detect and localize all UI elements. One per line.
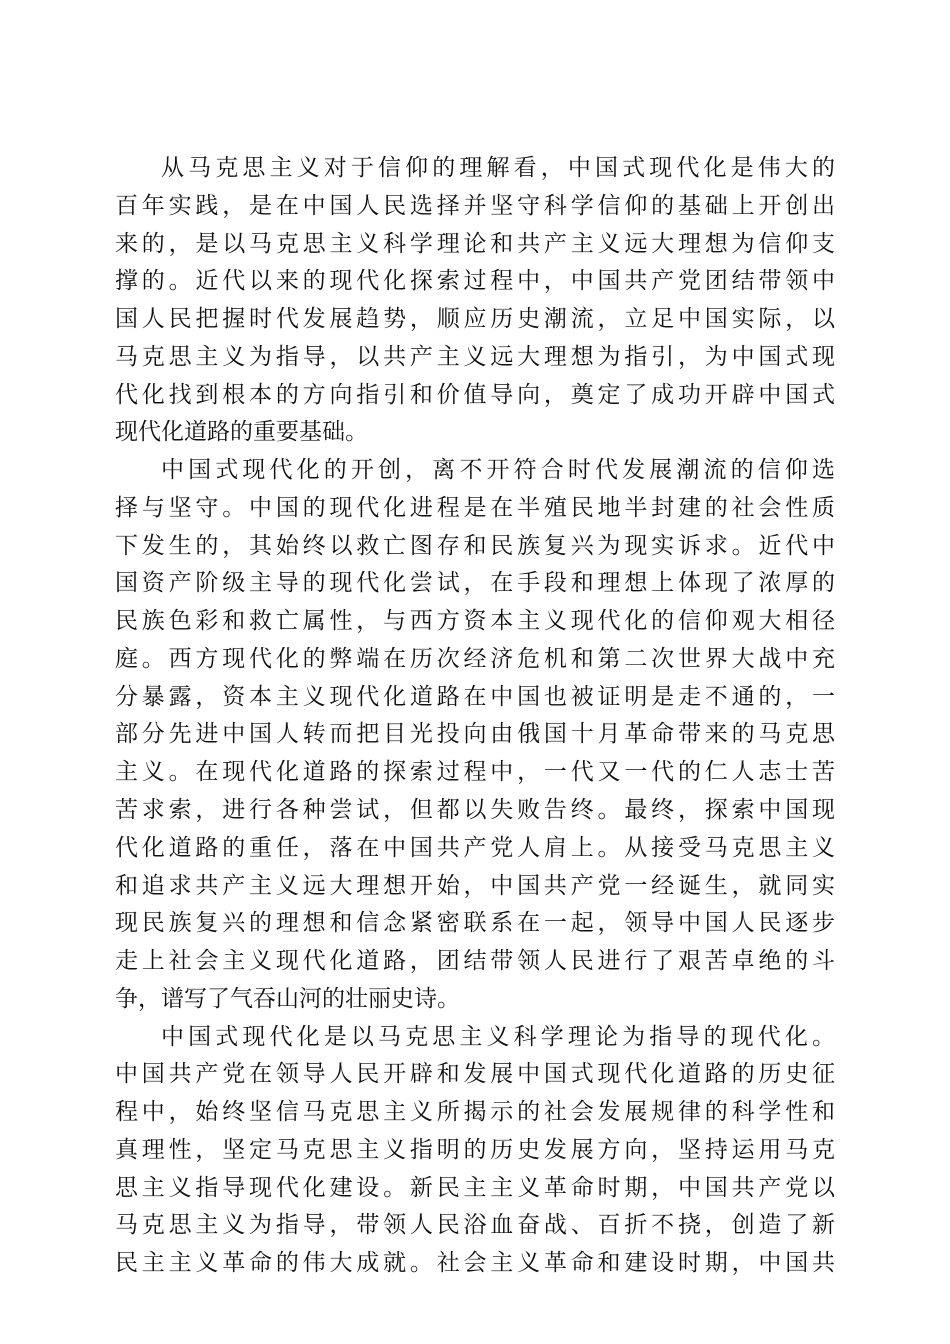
text-line: 现民族复兴的理想和信念紧密联系在一起，领导中国人民逐步 bbox=[115, 910, 835, 937]
text-line: 百年实践，是在中国人民选择并坚守科学信仰的基础上开创出 bbox=[115, 192, 835, 219]
text-line: 代化道路的重任，落在中国共产党人肩上。从接受马克思主义 bbox=[115, 834, 835, 861]
text-line: 和追求共产主义远大理想开始，中国共产党一经诞生，就同实 bbox=[115, 872, 835, 899]
text-line: 下发生的，其始终以救亡图存和民族复兴为现实诉求。近代中 bbox=[115, 532, 835, 559]
text-line: 民主主义革命的伟大成就。社会主义革命和建设时期，中国共 bbox=[115, 1250, 835, 1277]
text-line: 中国式现代化的开创，离不开符合时代发展潮流的信仰选 bbox=[161, 457, 835, 484]
text-line: 思主义指导现代化建设。新民主主义革命时期，中国共产党以 bbox=[115, 1174, 835, 1201]
body-text bbox=[115, 150, 835, 1283]
text-line: 主义。在现代化道路的探索过程中，一代又一代的仁人志士苦 bbox=[115, 759, 835, 786]
text-line: 走上社会主义现代化道路，团结带领人民进行了艰苦卓绝的斗 bbox=[115, 948, 835, 975]
text-line: 部分先进中国人转而把目光投向由俄国十月革命带来的马克思 bbox=[115, 721, 835, 748]
text-line: 中国式现代化是以马克思主义科学理论为指导的现代化。 bbox=[161, 1023, 835, 1050]
text-line: 分暴露，资本主义现代化道路在中国也被证明是走不通的，一 bbox=[115, 683, 835, 710]
text-line: 庭。西方现代化的弊端在历次经济危机和第二次世界大战中充 bbox=[115, 645, 835, 672]
text-line: 马克思主义为指导，带领人民浴血奋战、百折不挠，创造了新 bbox=[115, 1212, 835, 1239]
text-line: 程中，始终坚信马克思主义所揭示的社会发展规律的科学性和 bbox=[115, 1099, 835, 1126]
text-line: 争，谱写了气吞山河的壮丽史诗。 bbox=[115, 985, 460, 1012]
text-line: 现代化道路的重要基础。 bbox=[115, 419, 368, 446]
text-line: 撑的。近代以来的现代化探索过程中，中国共产党团结带领中 bbox=[115, 268, 835, 295]
text-line: 中国共产党在领导人民开辟和发展中国式现代化道路的历史征 bbox=[115, 1061, 835, 1088]
text-line: 真理性，坚定马克思主义指明的历史发展方向，坚持运用马克 bbox=[115, 1136, 835, 1163]
text-line: 从马克思主义对于信仰的理解看，中国式现代化是伟大的 bbox=[161, 155, 835, 181]
text-line: 择与坚守。中国的现代化进程是在半殖民地半封建的社会性质 bbox=[115, 494, 835, 521]
text-line: 来的，是以马克思主义科学理论和共产主义远大理想为信仰支 bbox=[115, 230, 835, 257]
text-line: 代化找到根本的方向指引和价值导向，奠定了成功开辟中国式 bbox=[115, 381, 835, 408]
text-line: 苦求索，进行各种尝试，但都以失败告终。最终，探索中国现 bbox=[115, 797, 835, 824]
text-line: 民族色彩和救亡属性，与西方资本主义现代化的信仰观大相径 bbox=[115, 608, 835, 635]
text-line: 马克思主义为指导，以共产主义远大理想为指引，为中国式现 bbox=[115, 343, 835, 370]
text-line: 国人民把握时代发展趋势，顺应历史潮流，立足中国实际，以 bbox=[115, 306, 835, 333]
text-line: 国资产阶级主导的现代化尝试，在手段和理想上体现了浓厚的 bbox=[115, 570, 835, 597]
